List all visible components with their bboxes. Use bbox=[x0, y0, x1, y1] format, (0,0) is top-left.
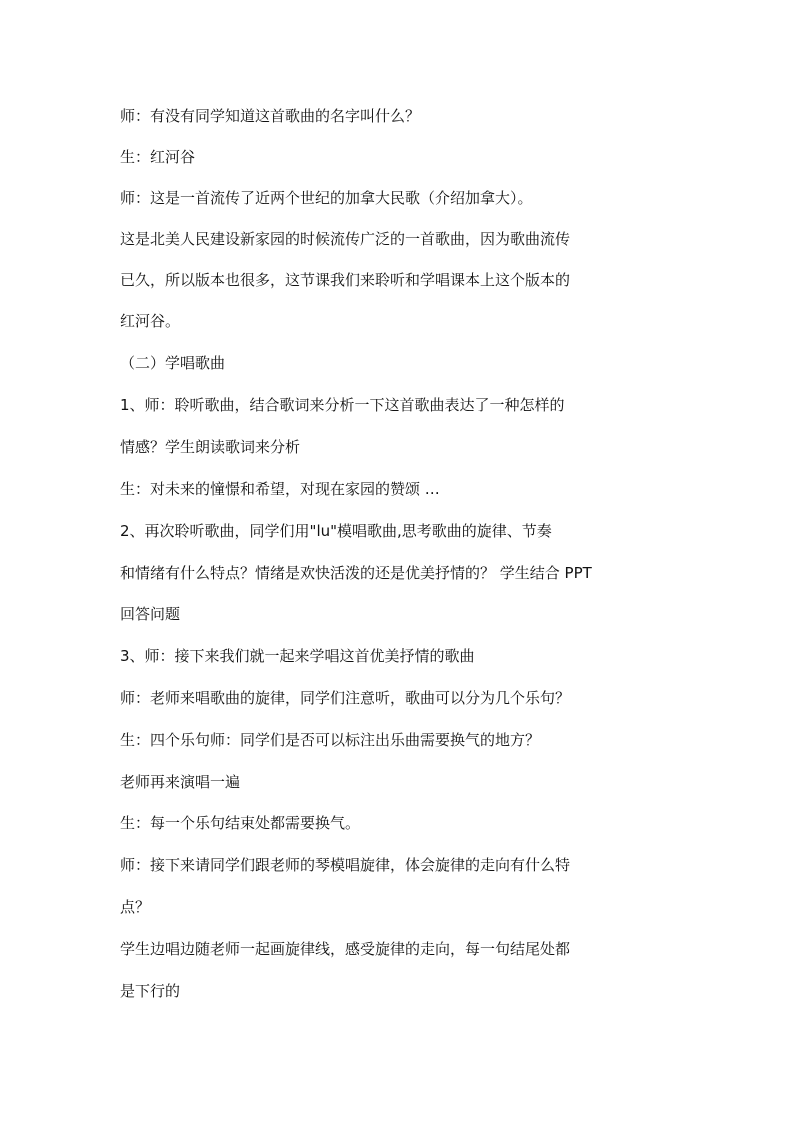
text-line: 老师再来演唱一遍 bbox=[120, 773, 241, 791]
text-line: 已久，所以版本也很多，这节课我们来聆听和学唱课本上这个版本的 bbox=[120, 271, 571, 289]
text-line: 是下行的 bbox=[120, 982, 181, 1000]
text-line: 这是北美人民建设新家园的时候流传广泛的一首歌曲，因为歌曲流传 bbox=[120, 230, 571, 248]
text-line: 生：每一个乐句结束处都需要换气。 bbox=[120, 814, 361, 832]
text-line: 生：四个乐句师：同学们是否可以标注出乐曲需要换气的地方？ bbox=[120, 731, 541, 749]
text-line: 师：老师来唱歌曲的旋律，同学们注意听，歌曲可以分为几个乐句？ bbox=[120, 689, 571, 707]
text-line: 和情绪有什么特点？情绪是欢快活泼的还是优美抒情的？ 学生结合 PPT bbox=[120, 564, 592, 582]
text-line: 3、师：接下来我们就一起来学唱这首优美抒情的歌曲 bbox=[120, 647, 475, 665]
text-line: 师：接下来请同学们跟老师的琴模唱旋律，体会旋律的走向有什么特 bbox=[120, 856, 571, 874]
text-line: 生：红河谷 bbox=[120, 148, 196, 166]
text-line: 师：这是一首流传了近两个世纪的加拿大民歌（介绍加拿大）。 bbox=[120, 189, 533, 207]
text-line: 1、师：聆听歌曲，结合歌词来分析一下这首歌曲表达了一种怎样的 bbox=[120, 396, 565, 414]
text-line: 点？ bbox=[120, 898, 151, 916]
text-line: 红河谷。 bbox=[120, 312, 181, 330]
text-line: 回答问题 bbox=[120, 605, 181, 623]
text-line: 2、再次聆听歌曲，同学们用"lu"模唱歌曲,思考歌曲的旋律、节奏 bbox=[120, 522, 552, 540]
section-heading: （二）学唱歌曲 bbox=[120, 354, 226, 372]
text-line: 学生边唱边随老师一起画旋律线，感受旋律的走向，每一句结尾处都 bbox=[120, 940, 571, 958]
text-line: 情感？学生朗读歌词来分析 bbox=[120, 438, 301, 456]
text-line: 师：有没有同学知道这首歌曲的名字叫什么？ bbox=[120, 107, 421, 125]
text-line: 生：对未来的憧憬和希望，对现在家园的赞颂 … bbox=[120, 480, 440, 498]
